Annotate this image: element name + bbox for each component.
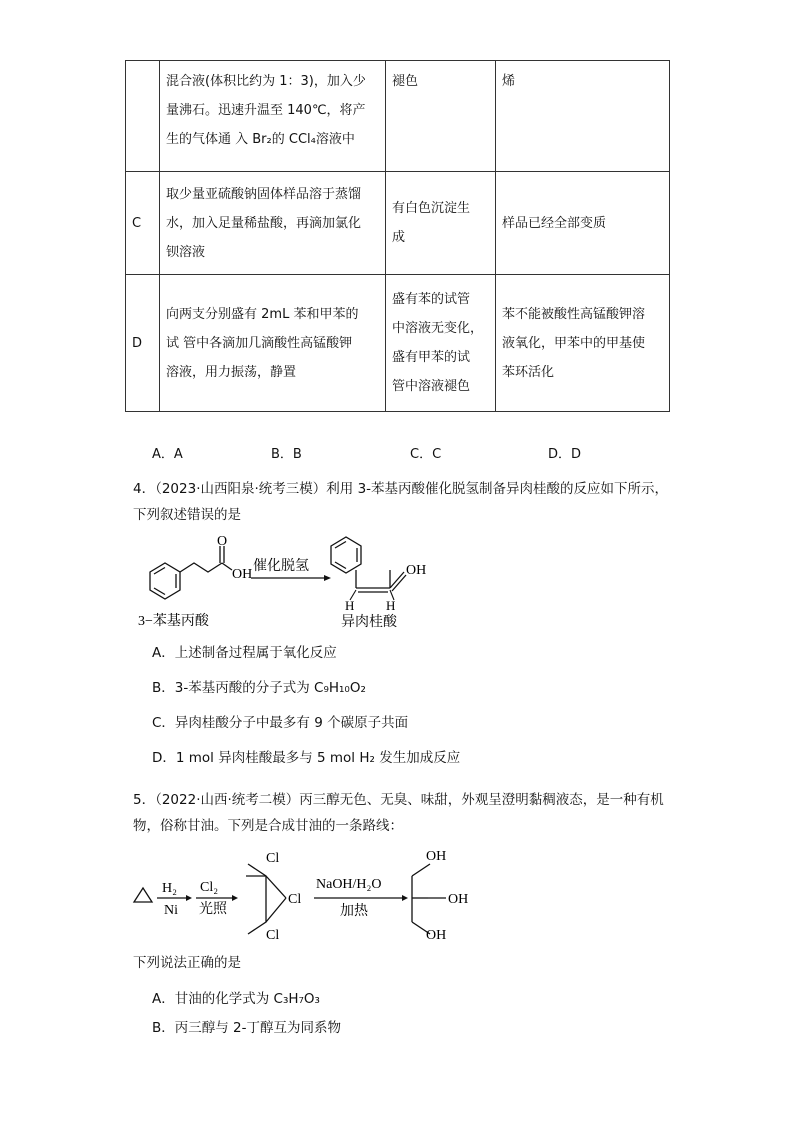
operation-cell: 取少量亚硫酸钠固体样品溶于蒸馏 水，加入足量稀盐酸，再滴加氯化 钡溶液 (160, 172, 386, 275)
choice-a[interactable]: A．A (152, 447, 183, 462)
arrow-label: 催化脱氢 (253, 559, 309, 574)
experiment-table (125, 60, 670, 412)
step1-reagent: H₂ (162, 881, 177, 896)
q5-lead: 下列说法正确的是 (133, 955, 241, 971)
h-label: H (386, 598, 396, 613)
hydroxyl-label: OH (232, 567, 253, 582)
question-4-stem: 4．（2023·山西阳泉·统考三模）利用 3-苯基丙酸催化脱氢制备异肉桂酸的反应如下所示，下列叙述错误的是 (133, 481, 669, 523)
conclusion-cell: 苯不能被酸性高锰酸钾溶 液氧化，甲苯中的甲基使 苯环活化 (496, 275, 670, 412)
operation-cell: 混合液(体积比约为 1：3)，加入少 量沸石。迅速升温至 140℃，将产 生的气体通 入 Br₂的 CCl₄溶液中 (160, 61, 386, 172)
row-label: D (126, 275, 160, 412)
q4-option-d[interactable]: D．1 mol 异肉桂酸最多与 5 mol H₂ 发生加成反应 (152, 750, 461, 766)
oh-label-middle: OH (448, 892, 469, 907)
q4-option-a[interactable]: A．上述制备过程属于氧化反应 (152, 645, 337, 661)
q4-option-c[interactable]: C．异肉桂酸分子中最多有 9 个碳原子共面 (152, 715, 409, 731)
step3-reagent: NaOH/H₂O (316, 877, 382, 892)
operation-cell: 向两支分别盛有 2mL 苯和甲苯的 试 管中各滴加几滴酸性高锰酸钾 溶液，用力振荡，静置 (160, 275, 386, 412)
reactant-name: 3−苯基丙酸 (138, 614, 209, 629)
oxygen-label: O (217, 534, 228, 549)
table-row (126, 275, 670, 412)
benzene-ring-icon (331, 537, 361, 573)
choice-c[interactable]: C．C (410, 447, 442, 462)
step1-catalyst: Ni (164, 903, 178, 918)
h-label: H (345, 598, 355, 613)
oh-label-top: OH (426, 849, 447, 864)
q5-option-a[interactable]: A．甘油的化学式为 C₃H₇O₃ (152, 991, 320, 1007)
benzene-ring-icon (150, 563, 180, 599)
table-row (126, 61, 670, 172)
step2-reagent: Cl₂ (200, 880, 219, 895)
step3-condition: 加热 (340, 904, 368, 919)
row-label: C (126, 172, 160, 275)
q4-reaction-scheme (128, 532, 448, 632)
cl-label-bottom: Cl (266, 928, 280, 943)
cl-label-top: Cl (266, 851, 280, 866)
q5-synthesis-scheme (128, 848, 488, 948)
phenomenon-cell: 有白色沉淀生 成 (386, 172, 496, 275)
product-hydroxyl-label: OH (406, 563, 427, 578)
question-5-stem: 5．（2022·山西·统考二模）丙三醇无色、无臭、味甜，外观呈澄明黏稠液态，是一种有机物，俗称甘油。下列是合成甘油的一条路线： (133, 792, 664, 834)
conclusion-cell: 烯 (496, 61, 670, 172)
phenomenon-cell: 褪色 (386, 61, 496, 172)
choice-d[interactable]: D．D (548, 447, 582, 462)
choice-b[interactable]: B．B (271, 447, 302, 462)
oh-label-bottom: OH (426, 928, 447, 943)
q5-option-b[interactable]: B．丙三醇与 2-丁醇互为同系物 (152, 1020, 342, 1036)
step2-condition: 光照 (199, 902, 227, 917)
cl-label-middle: Cl (288, 892, 302, 907)
row-label (126, 61, 160, 172)
cyclopropane-icon (134, 888, 152, 902)
table-row (126, 172, 670, 275)
product-name: 异肉桂酸 (341, 615, 397, 630)
conclusion-cell: 样品已经全部变质 (496, 172, 670, 275)
phenomenon-cell: 盛有苯的试管 中溶液无变化， 盛有甲苯的试 管中溶液褪色 (386, 275, 496, 412)
q4-option-b[interactable]: B．3-苯基丙酸的分子式为 C₉H₁₀O₂ (152, 680, 366, 696)
